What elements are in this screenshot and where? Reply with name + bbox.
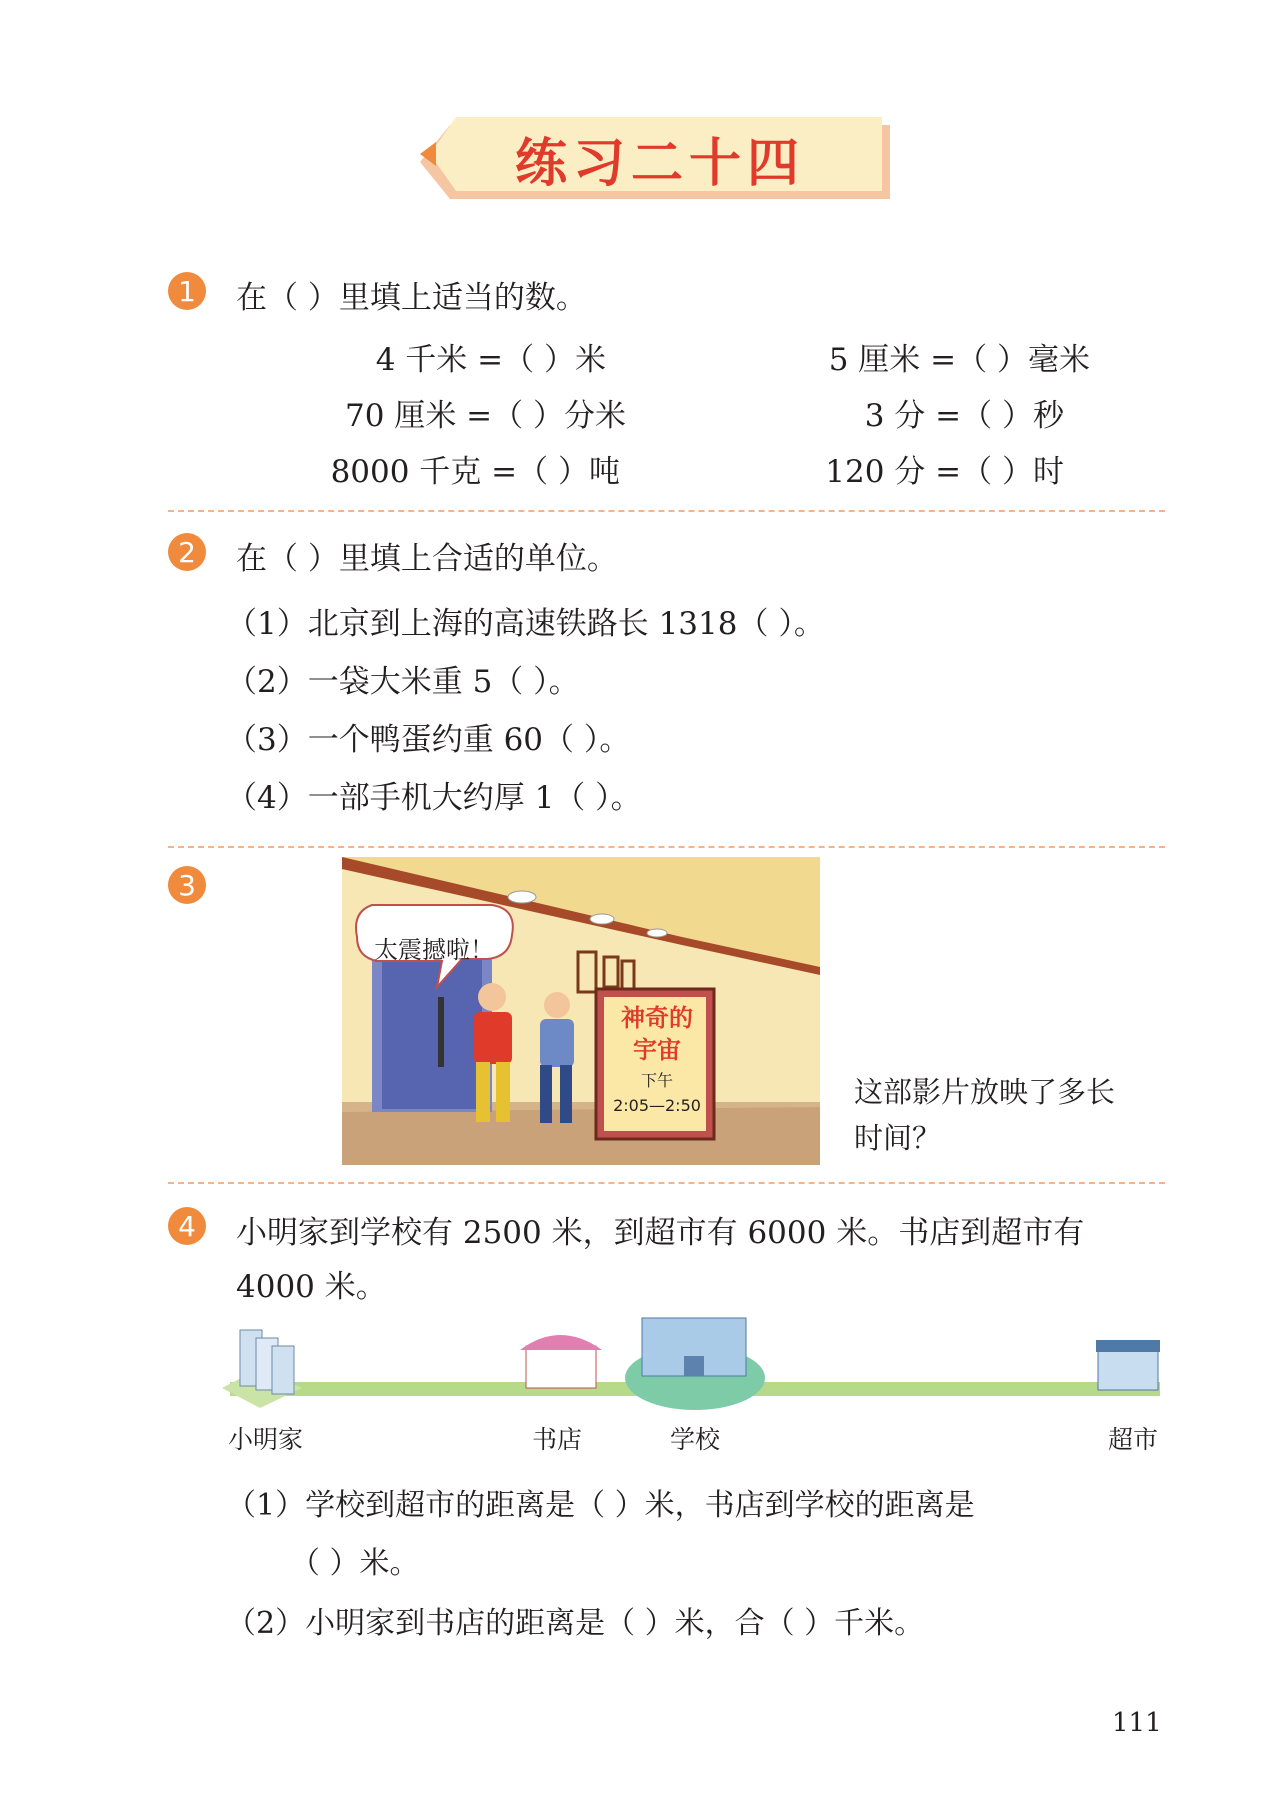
q4-item-2: （2）小明家到书店的距离是（ ）米，合（ ）千米。 [226,1606,925,1641]
separator-1 [168,510,1165,512]
question-1-badge: 1 [168,272,206,310]
question-3-badge: 3 [168,866,206,904]
cinema-illustration [342,857,820,1165]
label-school: 学校 [670,1425,721,1454]
speech-bubble-text: 太震撼啦！ [374,936,494,964]
page-number: 111 [1112,1708,1162,1738]
poster-title-line-2: 宇宙 [633,1036,681,1064]
q1-row1-left: 4 千米 =（ ）米 [375,342,606,378]
q4-text-line-1: 小明家到学校有 2500 米，到超市有 6000 米。书店到超市有 [236,1215,1085,1251]
question-1-prompt: 在（ ）里填上适当的数。 [236,280,587,316]
q1-row3-left: 8000 千克 =（ ）吨 [330,454,620,490]
q4-item-1: （1）学校到超市的距离是（ ）米，书店到学校的距离是 [226,1488,975,1523]
poster-time: 2:05—2:50 [613,1096,701,1115]
separator-2 [168,846,1165,848]
q2-item-3: （3）一个鸭蛋约重 60（ ）。 [226,722,631,758]
q4-text-line-2: 4000 米。 [236,1269,387,1305]
q2-item-4: （4）一部手机大约厚 1（ ）。 [226,780,642,816]
q2-item-2: （2）一袋大米重 5（ ）。 [226,664,580,700]
poster-title-line-1: 神奇的 [621,1004,693,1032]
question-2-badge: 2 [168,533,206,571]
q2-item-1: （1）北京到上海的高速铁路长 1318（ ）。 [226,606,825,642]
page-title: 练习二十四 [514,132,805,194]
q1-row3-right: 120 分 =（ ）时 [825,454,1064,490]
label-bookstore: 书店 [532,1425,583,1454]
poster-time-label: 下午 [640,1071,673,1090]
question-2-prompt: 在（ ）里填上合适的单位。 [236,541,618,577]
label-home: 小明家 [228,1425,304,1454]
q1-row1-right: 5 厘米 =（ ）毫米 [828,342,1090,378]
label-market: 超市 [1108,1425,1159,1454]
q3-question-line-2: 时间？ [854,1121,942,1155]
q4-item-1-continued: （ ）米。 [290,1546,420,1581]
q3-question-line-1: 这部影片放映了多长 [854,1075,1116,1109]
separator-3 [168,1182,1165,1184]
q1-row2-left: 70 厘米 =（ ）分米 [345,398,626,434]
route-diagram [210,1300,1180,1420]
question-4-badge: 4 [168,1207,206,1245]
q1-row2-right: 3 分 =（ ）秒 [864,398,1064,434]
